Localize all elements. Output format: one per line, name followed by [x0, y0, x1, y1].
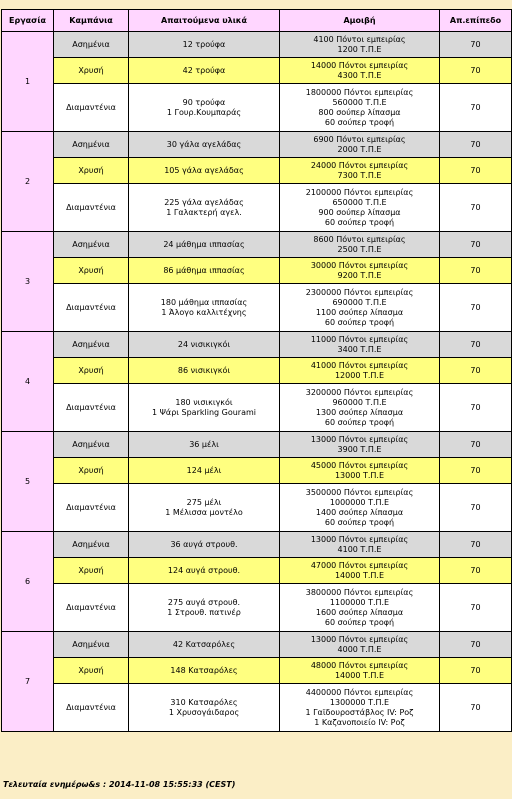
- reward-line: 30000 Πόντοι εμπειρίας: [310, 260, 409, 270]
- reward-line: 4400000 Πόντοι εμπειρίας: [305, 687, 414, 697]
- reward-line: 3800000 Πόντοι εμπειρίας: [305, 587, 414, 597]
- reward-cell: [280, 258, 440, 284]
- reward-line: 690000 Τ.Π.Ε: [332, 297, 387, 307]
- reward-line: 9200 Τ.Π.Ε: [337, 270, 382, 280]
- header-reward: Αμοιβή: [280, 10, 440, 32]
- reward-line: 60 σούπερ τροφή: [324, 517, 395, 527]
- campaign-cell: Χρυσή: [54, 358, 129, 384]
- reward-cell: [280, 132, 440, 158]
- table-row: [2, 358, 512, 384]
- campaign-cell: Χρυσή: [54, 158, 129, 184]
- reward-line: 47000 Πόντοι εμπειρίας: [310, 560, 409, 570]
- reward-line: 560000 Τ.Π.Ε: [332, 97, 387, 107]
- reward-line: 11000 Πόντοι εμπειρίας: [310, 334, 409, 344]
- header-task: Εργασία: [2, 10, 54, 32]
- materials-cell: [129, 584, 280, 632]
- materials-cell: [129, 684, 280, 732]
- materials-cell: [129, 232, 280, 258]
- reward-cell: [280, 584, 440, 632]
- reward-cell: [280, 384, 440, 432]
- header-campaign: Καμπάνια: [54, 10, 129, 32]
- material-line: 24 νισικιγκόι: [177, 339, 231, 349]
- reward-cell: [280, 332, 440, 358]
- reward-line: 48000 Πόντοι εμπειρίας: [310, 660, 409, 670]
- materials-cell: [129, 658, 280, 684]
- campaign-cell: Χρυσή: [54, 258, 129, 284]
- reward-cell: [280, 84, 440, 132]
- reward-line: 13000 Τ.Π.Ε: [334, 470, 385, 480]
- material-line: 30 γάλα αγελάδας: [166, 139, 242, 149]
- table-row: [2, 658, 512, 684]
- reward-line: 60 σούπερ τροφή: [324, 417, 395, 427]
- header-row: [2, 10, 512, 32]
- last-updated: Τελευταία ενημέρω&s : 2014-11-08 15:55:33 (CEST): [3, 780, 236, 789]
- reward-line: 13000 Πόντοι εμπειρίας: [310, 534, 409, 544]
- materials-cell: [129, 184, 280, 232]
- table-row: [2, 584, 512, 632]
- reward-cell: [280, 558, 440, 584]
- table-row: [2, 284, 512, 332]
- table-row: [2, 458, 512, 484]
- reward-line: 4000 Τ.Π.Ε: [337, 644, 382, 654]
- table-row: [2, 632, 512, 658]
- reward-line: 60 σούπερ τροφή: [324, 117, 395, 127]
- header-materials: Απαιτούμενα υλικά: [129, 10, 280, 32]
- table-row: [2, 558, 512, 584]
- campaign-cell: Διαμαντένια: [54, 84, 129, 132]
- reward-line: 2500 Τ.Π.Ε: [337, 244, 382, 254]
- reward-line: 800 σούπερ λίπασμα: [318, 107, 401, 117]
- materials-cell: [129, 58, 280, 84]
- materials-cell: [129, 532, 280, 558]
- level-cell: 70: [440, 584, 512, 632]
- material-line: 12 τρούφα: [182, 39, 226, 49]
- campaign-cell: Χρυσή: [54, 58, 129, 84]
- material-line: 86 μάθημα ιππασίας: [163, 265, 245, 275]
- reward-line: 4100 Τ.Π.Ε: [337, 544, 382, 554]
- reward-line: 8600 Πόντοι εμπειρίας: [313, 234, 406, 244]
- level-cell: 70: [440, 432, 512, 458]
- material-line: 1 Ψάρι Sparkling Gourami: [151, 407, 257, 417]
- level-cell: 70: [440, 384, 512, 432]
- materials-cell: [129, 484, 280, 532]
- reward-cell: [280, 458, 440, 484]
- table-row: [2, 258, 512, 284]
- materials-cell: [129, 32, 280, 58]
- material-line: 1 Γουρ.Κουμπαράς: [166, 107, 242, 117]
- reward-line: 2000 Τ.Π.Ε: [337, 144, 382, 154]
- table-row: [2, 84, 512, 132]
- material-line: 42 τρούφα: [182, 65, 226, 75]
- reward-cell: [280, 284, 440, 332]
- reward-line: 45000 Πόντοι εμπειρίας: [310, 460, 409, 470]
- table-row: [2, 332, 512, 358]
- reward-line: 1200 Τ.Π.Ε: [337, 44, 382, 54]
- material-line: 42 Κατσαρόλες: [172, 639, 236, 649]
- level-cell: 70: [440, 332, 512, 358]
- materials-cell: [129, 132, 280, 158]
- reward-line: 12000 Τ.Π.Ε: [334, 370, 385, 380]
- reward-cell: [280, 432, 440, 458]
- campaign-cell: Χρυσή: [54, 558, 129, 584]
- reward-line: 1 Γαϊδουροστάβλος IV: Ροζ: [305, 707, 414, 717]
- material-line: 148 Κατσαρόλες: [170, 665, 238, 675]
- table-row: [2, 32, 512, 58]
- level-cell: 70: [440, 32, 512, 58]
- reward-cell: [280, 484, 440, 532]
- reward-cell: [280, 32, 440, 58]
- reward-line: 1400 σούπερ λίπασμα: [315, 507, 404, 517]
- campaign-cell: Χρυσή: [54, 658, 129, 684]
- campaign-cell: Διαμαντένια: [54, 484, 129, 532]
- material-line: 124 αυγά στρουθ.: [167, 565, 241, 575]
- table-row: [2, 532, 512, 558]
- table-row: [2, 232, 512, 258]
- table-row: [2, 184, 512, 232]
- table-row: [2, 158, 512, 184]
- reward-line: 7300 Τ.Π.Ε: [337, 170, 382, 180]
- task-number: 5: [2, 432, 54, 532]
- level-cell: 70: [440, 684, 512, 732]
- reward-cell: [280, 684, 440, 732]
- reward-line: 650000 Τ.Π.Ε: [332, 197, 387, 207]
- campaign-cell: Ασημένια: [54, 32, 129, 58]
- level-cell: 70: [440, 232, 512, 258]
- reward-cell: [280, 58, 440, 84]
- tasks-body: [2, 32, 512, 732]
- campaign-cell: Ασημένια: [54, 332, 129, 358]
- reward-line: 1600 σούπερ λίπασμα: [315, 607, 404, 617]
- reward-line: 60 σούπερ τροφή: [324, 617, 395, 627]
- materials-cell: [129, 84, 280, 132]
- reward-cell: [280, 632, 440, 658]
- reward-line: 1000000 Τ.Π.Ε: [329, 497, 390, 507]
- reward-cell: [280, 184, 440, 232]
- level-cell: 70: [440, 132, 512, 158]
- campaign-cell: Ασημένια: [54, 132, 129, 158]
- campaign-cell: Διαμαντένια: [54, 184, 129, 232]
- table-row: [2, 484, 512, 532]
- material-line: 225 γάλα αγελάδας: [164, 197, 244, 207]
- level-cell: 70: [440, 84, 512, 132]
- level-cell: 70: [440, 358, 512, 384]
- task-number: 3: [2, 232, 54, 332]
- reward-line: 1800000 Πόντοι εμπειρίας: [305, 87, 414, 97]
- reward-line: 2300000 Πόντοι εμπειρίας: [305, 287, 414, 297]
- material-line: 1 Άλογο καλλιτέχνης: [161, 307, 247, 317]
- reward-line: 1100 σούπερ λίπασμα: [315, 307, 404, 317]
- reward-line: 3400 Τ.Π.Ε: [337, 344, 382, 354]
- reward-line: 2100000 Πόντοι εμπειρίας: [305, 187, 414, 197]
- reward-line: 4300 Τ.Π.Ε: [337, 70, 382, 80]
- campaign-cell: Διαμαντένια: [54, 584, 129, 632]
- material-line: 124 μέλι: [186, 465, 222, 475]
- material-line: 310 Κατσαρόλες: [170, 697, 238, 707]
- reward-line: 41000 Πόντοι εμπειρίας: [310, 360, 409, 370]
- level-cell: 70: [440, 184, 512, 232]
- material-line: 275 αυγά στρουθ.: [167, 597, 241, 607]
- materials-cell: [129, 358, 280, 384]
- reward-cell: [280, 358, 440, 384]
- level-cell: 70: [440, 458, 512, 484]
- material-line: 36 μέλι: [189, 439, 219, 449]
- task-number: 7: [2, 632, 54, 732]
- material-line: 1 Στρουθ. πατινέρ: [167, 607, 241, 617]
- material-line: 1 Μέλισσα μοντέλο: [165, 507, 243, 517]
- task-number: 4: [2, 332, 54, 432]
- materials-cell: [129, 158, 280, 184]
- reward-line: 1300 σούπερ λίπασμα: [315, 407, 404, 417]
- campaign-cell: Χρυσή: [54, 458, 129, 484]
- material-line: 180 νισικιγκόι: [175, 397, 233, 407]
- header-level: Απ.επίπεδο: [440, 10, 512, 32]
- reward-line: 960000 Τ.Π.Ε: [332, 397, 387, 407]
- table-row: [2, 384, 512, 432]
- reward-line: 1 Καζανοποιείο IV: Ροζ: [314, 717, 405, 727]
- campaign-cell: Ασημένια: [54, 432, 129, 458]
- reward-line: 3200000 Πόντοι εμπειρίας: [305, 387, 414, 397]
- reward-line: 60 σούπερ τροφή: [324, 317, 395, 327]
- reward-line: 13000 Πόντοι εμπειρίας: [310, 634, 409, 644]
- material-line: 105 γάλα αγελάδας: [164, 165, 244, 175]
- reward-line: 14000 Τ.Π.Ε: [334, 670, 385, 680]
- campaign-cell: Ασημένια: [54, 232, 129, 258]
- reward-line: 1100000 Τ.Π.Ε: [329, 597, 390, 607]
- reward-cell: [280, 232, 440, 258]
- material-line: 36 αυγά στρουθ.: [170, 539, 238, 549]
- materials-cell: [129, 332, 280, 358]
- level-cell: 70: [440, 58, 512, 84]
- reward-line: 1300000 Τ.Π.Ε: [329, 697, 390, 707]
- material-line: 180 μάθημα ιππασίας: [160, 297, 248, 307]
- level-cell: 70: [440, 658, 512, 684]
- level-cell: 70: [440, 632, 512, 658]
- level-cell: 70: [440, 484, 512, 532]
- tasks-table: [1, 9, 512, 732]
- table-row: [2, 432, 512, 458]
- reward-line: 4100 Πόντοι εμπειρίας: [313, 34, 406, 44]
- materials-cell: [129, 632, 280, 658]
- reward-line: 6900 Πόντοι εμπειρίας: [313, 134, 406, 144]
- reward-line: 14000 Τ.Π.Ε: [334, 570, 385, 580]
- material-line: 1 Γαλακτερή αγελ.: [166, 207, 242, 217]
- materials-cell: [129, 284, 280, 332]
- campaign-cell: Διαμαντένια: [54, 384, 129, 432]
- reward-line: 3500000 Πόντοι εμπειρίας: [305, 487, 414, 497]
- level-cell: 70: [440, 158, 512, 184]
- reward-line: 13000 Πόντοι εμπειρίας: [310, 434, 409, 444]
- level-cell: 70: [440, 532, 512, 558]
- reward-line: 24000 Πόντοι εμπειρίας: [310, 160, 409, 170]
- campaign-cell: Ασημένια: [54, 532, 129, 558]
- level-cell: 70: [440, 258, 512, 284]
- reward-line: 3900 Τ.Π.Ε: [337, 444, 382, 454]
- material-line: 86 νισικιγκόι: [177, 365, 231, 375]
- material-line: 275 μέλι: [186, 497, 222, 507]
- reward-cell: [280, 158, 440, 184]
- campaign-cell: Ασημένια: [54, 632, 129, 658]
- level-cell: 70: [440, 284, 512, 332]
- table-row: [2, 684, 512, 732]
- materials-cell: [129, 384, 280, 432]
- level-cell: 70: [440, 558, 512, 584]
- reward-cell: [280, 658, 440, 684]
- task-number: 1: [2, 32, 54, 132]
- materials-cell: [129, 458, 280, 484]
- material-line: 24 μάθημα ιππασίας: [163, 239, 245, 249]
- reward-line: 60 σούπερ τροφή: [324, 217, 395, 227]
- materials-cell: [129, 432, 280, 458]
- reward-line: 14000 Πόντοι εμπειρίας: [310, 60, 409, 70]
- task-number: 2: [2, 132, 54, 232]
- table-row: [2, 58, 512, 84]
- material-line: 90 τρούφα: [182, 97, 226, 107]
- task-number: 6: [2, 532, 54, 632]
- materials-cell: [129, 558, 280, 584]
- reward-line: 900 σούπερ λίπασμα: [318, 207, 401, 217]
- reward-cell: [280, 532, 440, 558]
- campaign-cell: Διαμαντένια: [54, 284, 129, 332]
- table-row: [2, 132, 512, 158]
- materials-cell: [129, 258, 280, 284]
- campaign-cell: Διαμαντένια: [54, 684, 129, 732]
- material-line: 1 Χρυσογάιδαρος: [168, 707, 240, 717]
